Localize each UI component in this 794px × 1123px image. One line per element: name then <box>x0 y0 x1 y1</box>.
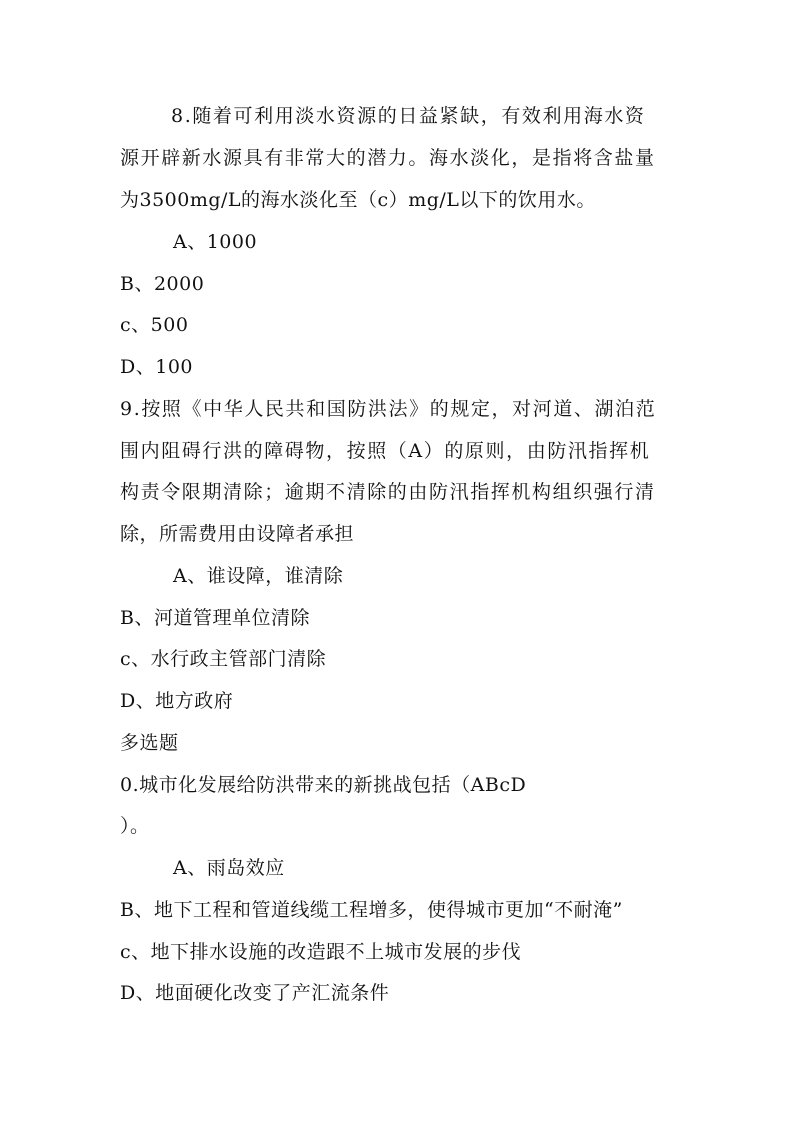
question-8-text-line-2: 源开辟新水源具有非常大的潜力。海水淡化，是指将含盐量 <box>120 147 656 169</box>
question-9-text-line-1: 9.按照《中华人民共和国防洪法》的规定，对河道、湖泊范 <box>120 398 657 420</box>
question-0-option-c: c、地下排水设施的改造跟不上城市发展的步伐 <box>120 941 522 963</box>
question-0-text-line-1: 0.城市化发展给防洪带来的新挑战包括（ABcD <box>120 774 527 796</box>
question-9-option-c: c、水行政主管部门清除 <box>120 648 327 670</box>
question-0-option-b: B、地下工程和管道线缆工程增多，使得城市更加“不耐淹” <box>120 899 623 921</box>
question-8-option-a: A、1000 <box>173 231 258 253</box>
question-9-option-b: B、河道管理单位清除 <box>120 607 310 629</box>
question-9-text-line-2: 围内阻碍行洪的障碍物，按照（A）的原则，由防汛指挥机 <box>120 440 651 462</box>
question-0-text-line-2: ）。 <box>120 815 150 837</box>
question-8-option-d: D、100 <box>120 356 193 378</box>
section-heading-multiple-choice: 多选题 <box>120 732 179 754</box>
question-9-text-line-4: 除，所需费用由设障者承担 <box>120 523 355 545</box>
question-9-text-line-3: 构责令限期清除；逾期不清除的由防汛指挥机构组织强行清 <box>120 481 656 503</box>
question-0-option-a: A、雨岛效应 <box>173 857 285 879</box>
question-8-text-line-1: 8.随着可利用淡水资源的日益紧缺，有效利用海水资 <box>171 105 646 127</box>
question-9-option-d: D、地方政府 <box>120 690 234 712</box>
question-9-option-a: A、谁设障，谁清除 <box>173 565 344 587</box>
question-0-option-d: D、地面硬化改变了产汇流条件 <box>120 982 390 1004</box>
question-8-option-b: B、2000 <box>120 273 205 295</box>
question-8-text-line-3: 为3500mg/L的海水淡化至（c）mg/L以下的饮用水。 <box>120 189 596 211</box>
question-8-option-c: c、500 <box>120 314 189 336</box>
